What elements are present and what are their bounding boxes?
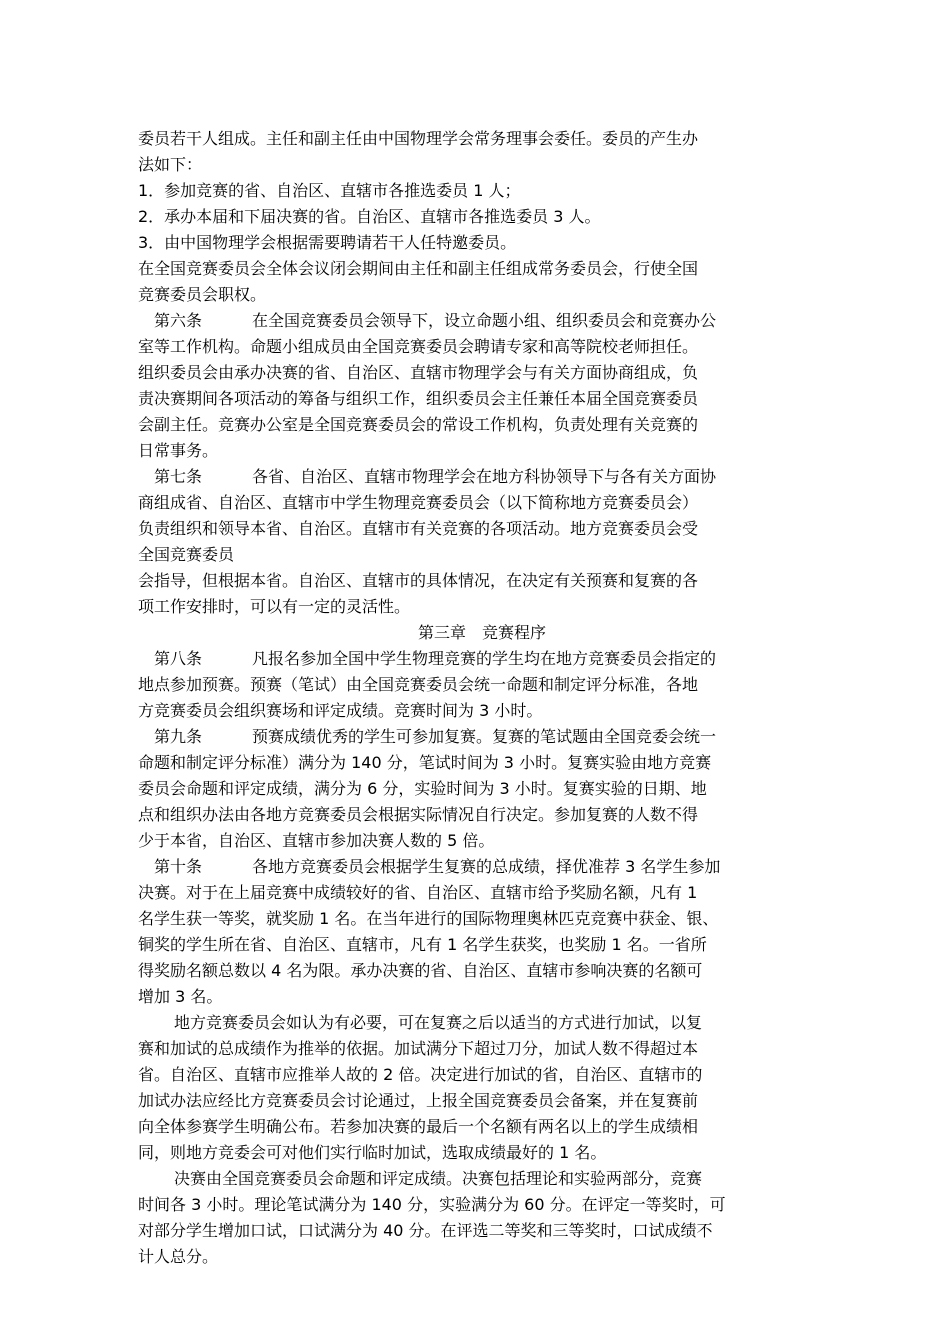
text-line: 竞赛委员会职权。	[138, 285, 267, 304]
article-6-first-line	[138, 308, 826, 334]
text-line: 对部分学生增加口试，口试满分为 40 分。在评选二等奖和三等奖时，口试成绩不	[138, 1221, 713, 1240]
article-label: 第八条	[154, 649, 203, 668]
text-line: 省。自治区、直辖市应推举人故的 2 倍。决定进行加试的省，自治区、直辖市的	[138, 1065, 703, 1084]
text-line: 预赛成绩优秀的学生可参加复赛。复赛的笔试题由全国竞委会统一	[252, 727, 717, 746]
text-line: 项工作安排时，可以有一定的灵活性。	[138, 597, 411, 616]
article-7-first-line	[138, 464, 826, 490]
text-line: 在全国竞赛委员会全体会议闭会期间由主任和副主任组成常务委员会，行使全国	[138, 259, 699, 278]
text-line: 各省、自治区、直辖市物理学会在地方科协领导下与各有关方面协	[252, 467, 717, 486]
text-line: 会副主任。竞赛办公室是全国竞赛委员会的常设工作机构，负责处理有关竞赛的	[138, 415, 699, 434]
text-line: 加试办法应经比方竞赛委员会讨论通过，上报全国竞赛委员会备案，并在复赛前	[138, 1091, 699, 1110]
text-line: 决赛由全国竞赛委员会命题和评定成绩。决赛包括理论和实验两部分，竞赛	[174, 1169, 703, 1188]
text-line: 增加 3 名。	[138, 987, 223, 1006]
text-line: 少于本省，自治区、直辖市参加决赛人数的 5 倍。	[138, 831, 495, 850]
text-line: 委员若干人组成。主任和副主任由中国物理学会常务理事会委任。委员的产生办	[138, 129, 699, 148]
article-label: 第十条	[154, 857, 203, 876]
text-line: 负责组织和领导本省、自治区。直辖市有关竞赛的各项活动。地方竞赛委员会受	[138, 519, 699, 538]
text-line: 名学生获一等奖，就奖励 1 名。在当年进行的国际物理奥林匹克竞赛中获金、银、	[138, 909, 719, 928]
text-line: 全国竞赛委员	[138, 545, 235, 564]
text-line: 各地方竞赛委员会根据学生复赛的总成绩，择优准荐 3 名学生参加	[252, 857, 721, 876]
text-line: 商组成省、自治区、直辖市中学生物理竞赛委员会（以下简称地方竞赛委员会）	[138, 493, 699, 512]
text-line: 日常事务。	[138, 441, 219, 460]
document-page	[138, 126, 826, 1270]
text-line: 得奖励名额总数以 4 名为限。承办决赛的省、自治区、直辖市参响决赛的名额可	[138, 961, 703, 980]
text-line: 点和组织办法由各地方竞赛委员会根据实际情况自行决定。参加复赛的人数不得	[138, 805, 699, 824]
text-line: 地方竞赛委员会如认为有必要，可在复赛之后以适当的方式进行加试，以复	[174, 1013, 703, 1032]
text-line: 方竞赛委员会组织赛场和评定成绩。竞赛时间为 3 小时。	[138, 701, 543, 720]
text-line: 计人总分。	[138, 1247, 219, 1266]
text-line: 向全体参赛学生明确公布。若参加决赛的最后一个名额有两名以上的学生成绩相	[138, 1117, 699, 1136]
text-line: 时间各 3 小时。理论笔试满分为 140 分，实验满分为 60 分。在评定一等奖时，可	[138, 1195, 726, 1214]
list-item: 3．由中国物理学会根据需要聘请若干人任特邀委员。	[138, 233, 517, 252]
text-line: 会指导，但根据本省。自治区、直辖市的具体情况，在决定有关预赛和复赛的各	[138, 571, 699, 590]
article-label: 第六条	[154, 311, 203, 330]
text-line: 责决赛期间各项活动的筹备与组织工作，组织委员会主任兼任本届全国竞赛委员	[138, 389, 699, 408]
text-line: 铜奖的学生所在省、自治区、直辖市，凡有 1 名学生获奖，也奖励 1 名。一省所	[138, 935, 707, 954]
article-9-first-line	[138, 724, 826, 750]
text-line: 室等工作机构。命题小组成员由全国竞赛委员会聘请专家和高等院校老师担任。	[138, 337, 699, 356]
chapter-heading: 第三章 竞赛程序	[417, 623, 546, 642]
list-item: 2．承办本届和下届决赛的省。自治区、直辖市各推选委员 3 人。	[138, 207, 601, 226]
text-line: 组织委员会由承办决赛的省、自治区、直辖市物理学会与有关方面协商组成，负	[138, 363, 699, 382]
article-10-first-line	[138, 854, 826, 880]
text-line: 地点参加预赛。预赛（笔试）由全国竞赛委员会统一命题和制定评分标准，各地	[138, 675, 699, 694]
article-8-first-line	[138, 646, 826, 672]
text-line: 同，则地方竞委会可对他们实行临时加试，选取成绩最好的 1 名。	[138, 1143, 607, 1162]
text-line: 决赛。对于在上届竞赛中成绩较好的省、自治区、直辖市给予奖励名额，凡有 1	[138, 883, 698, 902]
article-label: 第七条	[154, 467, 203, 486]
text-line: 在全国竞赛委员会领导下，设立命题小组、组织委员会和竞赛办公	[252, 311, 717, 330]
text-line: 赛和加试的总成绩作为推举的依据。加试满分下超过刀分，加试人数不得超过本	[138, 1039, 699, 1058]
text-line: 凡报名参加全国中学生物理竞赛的学生均在地方竞赛委员会指定的	[252, 649, 717, 668]
list-item: 1．参加竞赛的省、自治区、直辖市各推选委员 1 人；	[138, 181, 521, 200]
text-line: 命题和制定评分标准）满分为 140 分，笔试时间为 3 小时。复赛实验由地方竞赛	[138, 753, 712, 772]
text-line: 法如下：	[138, 155, 203, 174]
text-line: 委员会命题和评定成绩，满分为 6 分，实验时间为 3 小时。复赛实验的日期、地	[138, 779, 707, 798]
article-label: 第九条	[154, 727, 203, 746]
